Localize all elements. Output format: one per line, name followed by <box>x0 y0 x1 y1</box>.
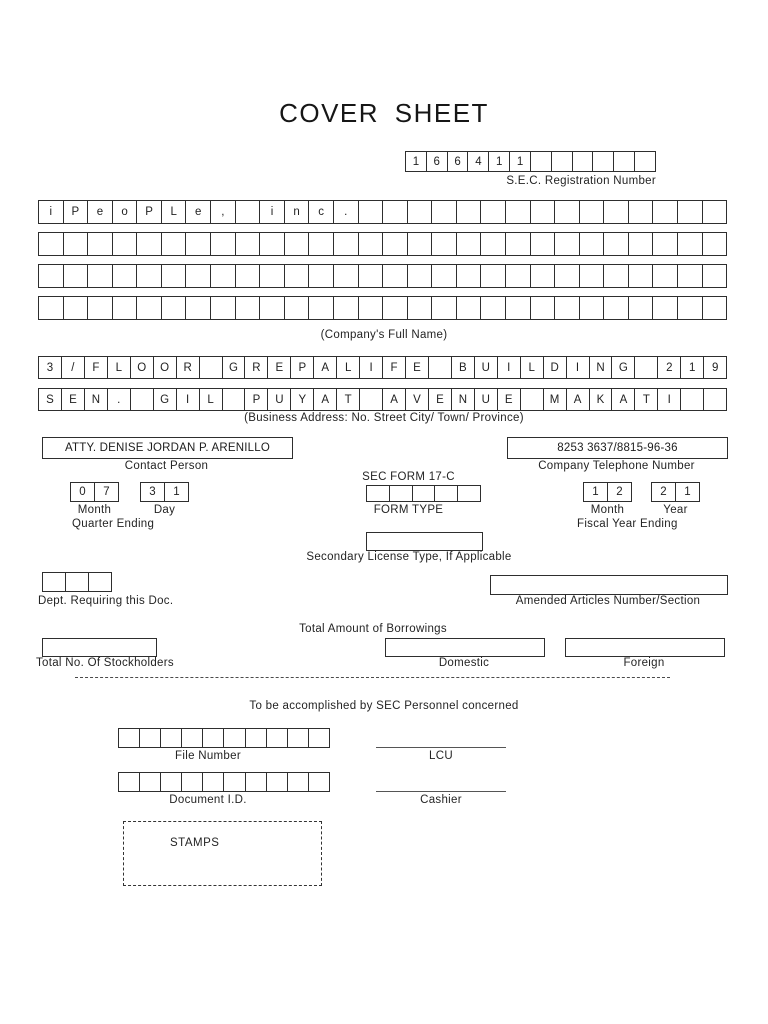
char-cell <box>185 264 211 288</box>
char-cell <box>505 264 531 288</box>
cashier-line <box>376 775 506 792</box>
amended-articles-label: Amended Articles Number/Section <box>515 595 701 607</box>
char-cell <box>136 264 162 288</box>
char-cell <box>87 296 113 320</box>
cashier-label: Cashier <box>420 794 462 806</box>
char-cell: E <box>428 388 452 411</box>
char-cell: R <box>176 356 200 379</box>
char-cell <box>407 296 433 320</box>
char-cell <box>287 772 309 792</box>
char-cell: 1 <box>675 482 700 502</box>
company-telephone-label: Company Telephone Number <box>538 460 695 472</box>
char-cell <box>63 232 89 256</box>
page-title: COVER SHEET <box>279 98 489 128</box>
char-cell <box>407 200 433 224</box>
char-cell <box>358 296 384 320</box>
char-cell <box>202 772 224 792</box>
char-cell <box>235 200 261 224</box>
sec-registration-cells <box>405 151 656 172</box>
char-cell: 4 <box>467 151 489 172</box>
fiscal-year-cells <box>651 482 700 502</box>
char-cell <box>118 728 140 748</box>
char-cell <box>284 264 310 288</box>
char-cell <box>456 200 482 224</box>
char-cell <box>480 264 506 288</box>
char-cell: D <box>543 356 567 379</box>
char-cell: G <box>222 356 246 379</box>
stockholders-box <box>42 638 157 657</box>
stockholders-label: Total No. Of Stockholders <box>36 657 174 669</box>
char-cell <box>287 728 309 748</box>
char-cell: K <box>589 388 613 411</box>
char-cell <box>284 232 310 256</box>
char-cell <box>333 232 359 256</box>
char-cell <box>457 485 481 502</box>
char-cell <box>284 296 310 320</box>
char-cell <box>554 264 580 288</box>
char-cell <box>434 485 458 502</box>
business-address-row-1 <box>38 356 727 379</box>
contact-person-box: ATTY. DENISE JORDAN P. ARENILLO <box>42 437 293 459</box>
char-cell: P <box>244 388 268 411</box>
lcu-line <box>376 731 506 748</box>
char-cell <box>112 264 138 288</box>
char-cell <box>136 232 162 256</box>
foreign-box <box>565 638 725 657</box>
lcu-label: LCU <box>429 750 453 762</box>
char-cell: N <box>84 388 108 411</box>
char-cell: e <box>185 200 211 224</box>
char-cell <box>202 728 224 748</box>
char-cell <box>603 296 629 320</box>
char-cell: A <box>313 356 337 379</box>
char-cell <box>592 151 614 172</box>
char-cell <box>308 264 334 288</box>
char-cell: T <box>336 388 360 411</box>
char-cell <box>181 772 203 792</box>
char-cell: 1 <box>164 482 189 502</box>
char-cell: 9 <box>703 356 727 379</box>
char-cell: 2 <box>657 356 681 379</box>
char-cell <box>628 264 654 288</box>
char-cell <box>308 296 334 320</box>
char-cell: 1 <box>509 151 531 172</box>
char-cell: U <box>474 356 498 379</box>
char-cell <box>259 296 285 320</box>
amended-articles-box <box>490 575 728 595</box>
char-cell <box>680 388 704 411</box>
char-cell <box>572 151 594 172</box>
char-cell <box>431 264 457 288</box>
char-cell: Y <box>290 388 314 411</box>
char-cell <box>579 296 605 320</box>
char-cell <box>63 296 89 320</box>
char-cell: 1 <box>680 356 704 379</box>
char-cell <box>42 572 66 592</box>
char-cell: / <box>61 356 85 379</box>
char-cell <box>382 200 408 224</box>
foreign-label: Foreign <box>623 657 665 669</box>
secondary-license-label: Secondary License Type, If Applicable <box>306 551 512 563</box>
char-cell: 3 <box>140 482 165 502</box>
char-cell <box>245 772 267 792</box>
document-id-label: Document I.D. <box>169 794 247 806</box>
char-cell <box>235 296 261 320</box>
char-cell <box>407 264 433 288</box>
char-cell <box>223 772 245 792</box>
char-cell <box>181 728 203 748</box>
char-cell: 1 <box>405 151 427 172</box>
char-cell: 3 <box>38 356 62 379</box>
char-cell <box>554 296 580 320</box>
char-cell: e <box>87 200 113 224</box>
char-cell: A <box>313 388 337 411</box>
char-cell <box>235 232 261 256</box>
char-cell <box>308 728 330 748</box>
stamps-label: STAMPS <box>170 837 220 849</box>
char-cell: P <box>136 200 162 224</box>
char-cell <box>505 232 531 256</box>
section-divider <box>75 677 670 678</box>
char-cell <box>259 264 285 288</box>
char-cell <box>88 572 112 592</box>
quarter-ending-label: Quarter Ending <box>72 518 155 530</box>
char-cell: L <box>199 388 223 411</box>
char-cell <box>703 388 727 411</box>
char-cell <box>210 232 236 256</box>
char-cell: O <box>153 356 177 379</box>
char-cell <box>652 200 678 224</box>
char-cell: U <box>267 388 291 411</box>
char-cell: G <box>611 356 635 379</box>
char-cell: T <box>634 388 658 411</box>
char-cell <box>634 356 658 379</box>
char-cell: P <box>290 356 314 379</box>
stamps-box <box>123 821 322 886</box>
char-cell: . <box>333 200 359 224</box>
dept-label: Dept. Requiring this Doc. <box>38 595 174 607</box>
char-cell <box>112 296 138 320</box>
char-cell <box>333 296 359 320</box>
char-cell <box>530 232 556 256</box>
quarter-month-label: Month <box>77 504 112 516</box>
char-cell: I <box>176 388 200 411</box>
char-cell <box>456 232 482 256</box>
fiscal-year-label: Year <box>663 504 688 516</box>
char-cell <box>139 728 161 748</box>
char-cell <box>266 728 288 748</box>
char-cell <box>652 264 678 288</box>
char-cell: E <box>497 388 521 411</box>
char-cell <box>603 264 629 288</box>
char-cell <box>579 200 605 224</box>
char-cell <box>530 151 552 172</box>
business-address-caption: (Business Address: No. Street City/ Town/ Province) <box>244 412 524 424</box>
company-telephone-box: 8253 3637/8815-96-36 <box>507 437 728 459</box>
char-cell: n <box>284 200 310 224</box>
char-cell: G <box>153 388 177 411</box>
char-cell: S <box>38 388 62 411</box>
char-cell <box>677 296 703 320</box>
char-cell <box>530 200 556 224</box>
char-cell: A <box>611 388 635 411</box>
char-cell: A <box>566 388 590 411</box>
file-number-label: File Number <box>175 750 241 762</box>
sec-personnel-heading: To be accomplished by SEC Personnel concerned <box>249 700 519 712</box>
char-cell <box>505 296 531 320</box>
char-cell <box>456 296 482 320</box>
char-cell <box>431 232 457 256</box>
char-cell <box>136 296 162 320</box>
char-cell <box>333 264 359 288</box>
char-cell: E <box>405 356 429 379</box>
char-cell <box>358 232 384 256</box>
char-cell <box>382 232 408 256</box>
char-cell: O <box>130 356 154 379</box>
char-cell <box>480 232 506 256</box>
char-cell <box>554 232 580 256</box>
char-cell: i <box>259 200 285 224</box>
char-cell <box>185 232 211 256</box>
char-cell <box>161 264 187 288</box>
char-cell <box>613 151 635 172</box>
char-cell: V <box>405 388 429 411</box>
char-cell <box>382 296 408 320</box>
dept-cells <box>42 572 112 592</box>
char-cell <box>63 264 89 288</box>
company-name-row-4 <box>38 296 727 320</box>
char-cell: 7 <box>94 482 119 502</box>
char-cell: F <box>84 356 108 379</box>
char-cell <box>530 296 556 320</box>
char-cell <box>579 232 605 256</box>
char-cell <box>210 296 236 320</box>
char-cell <box>308 232 334 256</box>
char-cell: I <box>497 356 521 379</box>
char-cell: . <box>107 388 131 411</box>
char-cell <box>199 356 223 379</box>
char-cell <box>185 296 211 320</box>
form-type-cells <box>366 485 481 502</box>
char-cell <box>603 232 629 256</box>
quarter-day-cells <box>140 482 189 502</box>
char-cell <box>480 200 506 224</box>
char-cell <box>505 200 531 224</box>
char-cell: F <box>382 356 406 379</box>
char-cell <box>603 200 629 224</box>
form-type-label: FORM TYPE <box>373 504 444 516</box>
char-cell <box>139 772 161 792</box>
char-cell <box>628 296 654 320</box>
char-cell <box>223 728 245 748</box>
char-cell: I <box>566 356 590 379</box>
domestic-box <box>385 638 545 657</box>
fiscal-month-cells <box>583 482 632 502</box>
char-cell: 2 <box>651 482 676 502</box>
char-cell <box>428 356 452 379</box>
char-cell <box>702 232 728 256</box>
char-cell <box>382 264 408 288</box>
char-cell <box>480 296 506 320</box>
char-cell <box>160 772 182 792</box>
document-id-cells <box>118 772 330 792</box>
char-cell <box>530 264 556 288</box>
char-cell <box>266 772 288 792</box>
char-cell <box>702 200 728 224</box>
char-cell <box>677 200 703 224</box>
secondary-license-box <box>366 532 483 551</box>
fiscal-month-label: Month <box>590 504 625 516</box>
char-cell <box>677 264 703 288</box>
char-cell <box>456 264 482 288</box>
char-cell <box>431 296 457 320</box>
char-cell <box>87 264 113 288</box>
char-cell <box>160 728 182 748</box>
char-cell <box>222 388 246 411</box>
char-cell <box>112 232 138 256</box>
char-cell <box>628 200 654 224</box>
contact-person-label: Contact Person <box>124 460 209 472</box>
char-cell: o <box>112 200 138 224</box>
char-cell: 0 <box>70 482 95 502</box>
char-cell <box>359 388 383 411</box>
char-cell <box>358 264 384 288</box>
char-cell <box>652 296 678 320</box>
char-cell <box>259 232 285 256</box>
char-cell <box>130 388 154 411</box>
char-cell <box>412 485 436 502</box>
char-cell <box>118 772 140 792</box>
char-cell: I <box>359 356 383 379</box>
char-cell <box>161 232 187 256</box>
char-cell: L <box>520 356 544 379</box>
char-cell: L <box>336 356 360 379</box>
char-cell <box>389 485 413 502</box>
char-cell: P <box>63 200 89 224</box>
char-cell: A <box>382 388 406 411</box>
char-cell <box>431 200 457 224</box>
char-cell <box>634 151 656 172</box>
char-cell: 2 <box>607 482 632 502</box>
quarter-month-cells <box>70 482 119 502</box>
char-cell <box>38 296 64 320</box>
char-cell: , <box>210 200 236 224</box>
char-cell <box>210 264 236 288</box>
char-cell: B <box>451 356 475 379</box>
char-cell <box>87 232 113 256</box>
char-cell <box>407 232 433 256</box>
char-cell <box>358 200 384 224</box>
quarter-day-label: Day <box>153 504 176 516</box>
char-cell: M <box>543 388 567 411</box>
char-cell <box>38 264 64 288</box>
company-name-row-1 <box>38 200 727 224</box>
char-cell: E <box>267 356 291 379</box>
char-cell <box>579 264 605 288</box>
char-cell <box>652 232 678 256</box>
sec-registration-label: S.E.C. Registration Number <box>506 175 656 187</box>
char-cell: N <box>589 356 613 379</box>
char-cell: L <box>107 356 131 379</box>
char-cell <box>245 728 267 748</box>
char-cell <box>38 232 64 256</box>
char-cell <box>308 772 330 792</box>
char-cell <box>65 572 89 592</box>
char-cell: c <box>308 200 334 224</box>
char-cell <box>520 388 544 411</box>
char-cell: 1 <box>488 151 510 172</box>
company-name-row-2 <box>38 232 727 256</box>
char-cell: E <box>61 388 85 411</box>
char-cell <box>628 232 654 256</box>
char-cell <box>551 151 573 172</box>
char-cell: 1 <box>583 482 608 502</box>
char-cell <box>366 485 390 502</box>
char-cell <box>235 264 261 288</box>
company-name-caption: (Company's Full Name) <box>320 329 448 341</box>
domestic-label: Domestic <box>438 657 490 669</box>
char-cell <box>702 264 728 288</box>
char-cell <box>554 200 580 224</box>
char-cell <box>161 296 187 320</box>
char-cell: 6 <box>426 151 448 172</box>
char-cell: U <box>474 388 498 411</box>
char-cell: L <box>161 200 187 224</box>
file-number-cells <box>118 728 330 748</box>
fiscal-year-ending-label: Fiscal Year Ending <box>577 518 678 530</box>
business-address-row-2 <box>38 388 727 411</box>
char-cell: I <box>657 388 681 411</box>
char-cell: i <box>38 200 64 224</box>
char-cell: R <box>244 356 268 379</box>
char-cell: 6 <box>447 151 469 172</box>
char-cell <box>677 232 703 256</box>
char-cell: N <box>451 388 475 411</box>
char-cell <box>702 296 728 320</box>
form-type-value: SEC FORM 17-C <box>362 471 455 483</box>
borrowings-title: Total Amount of Borrowings <box>299 623 447 635</box>
company-name-row-3 <box>38 264 727 288</box>
